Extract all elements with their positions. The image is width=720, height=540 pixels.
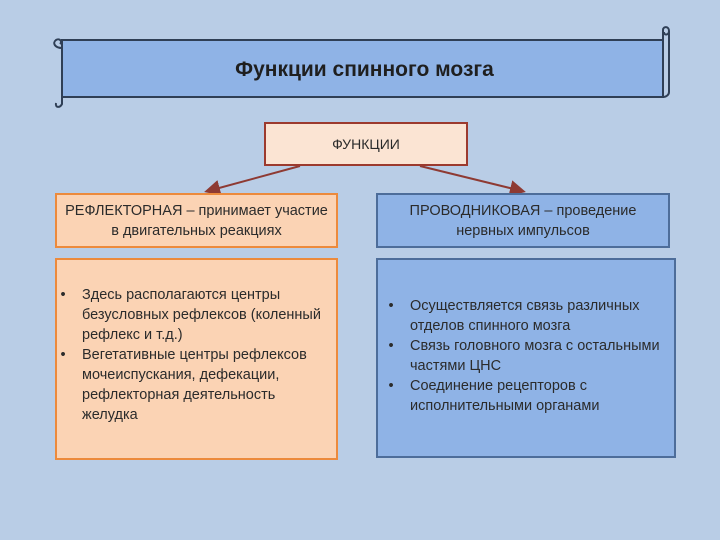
page-title: Функции спинного мозга [235,58,494,81]
list-item [382,376,678,416]
conduction-function-heading: ПРОВОДНИКОВАЯ – проведение нервных импульсов [409,202,637,239]
bullet-icon: • [388,378,394,394]
list-item [54,285,324,345]
bullet-icon: • [60,347,66,363]
bullet-icon: • [388,338,394,354]
list-item-text: Вегетативные центры рефлексов мочеиспускания, дефекации, рефлекторная деятельность желудка [82,347,307,423]
list-item [382,296,678,336]
arrow-to-left [208,166,300,191]
list-item-text: Здесь располагаются центры безусловных рефлексов (коленный рефлекс и т.д.) [82,287,321,343]
reflex-function-heading-box [55,193,338,248]
arrow-to-right [420,166,522,191]
list-item [54,345,324,425]
root-node-label: ФУНКЦИИ [332,136,400,152]
conduction-function-heading-box [376,193,670,248]
conduction-function-list [382,296,678,416]
reflex-function-list [54,285,324,425]
list-item-text: Соединение рецепторов с исполнительными органами [410,378,600,414]
list-item-text: Осуществляется связь различных отделов спинного мозга [410,298,640,334]
conduction-function-details-box [376,258,676,458]
bullet-icon: • [60,287,66,303]
root-node-functions [264,122,468,166]
reflex-function-details-box [55,258,338,460]
list-item [382,336,678,376]
list-item-text: Связь головного мозга с остальными частями ЦНС [410,338,660,374]
bullet-icon: • [388,298,394,314]
reflex-function-heading: РЕФЛЕКТОРНАЯ – принимает участие в двигательных реакциях [65,202,328,239]
